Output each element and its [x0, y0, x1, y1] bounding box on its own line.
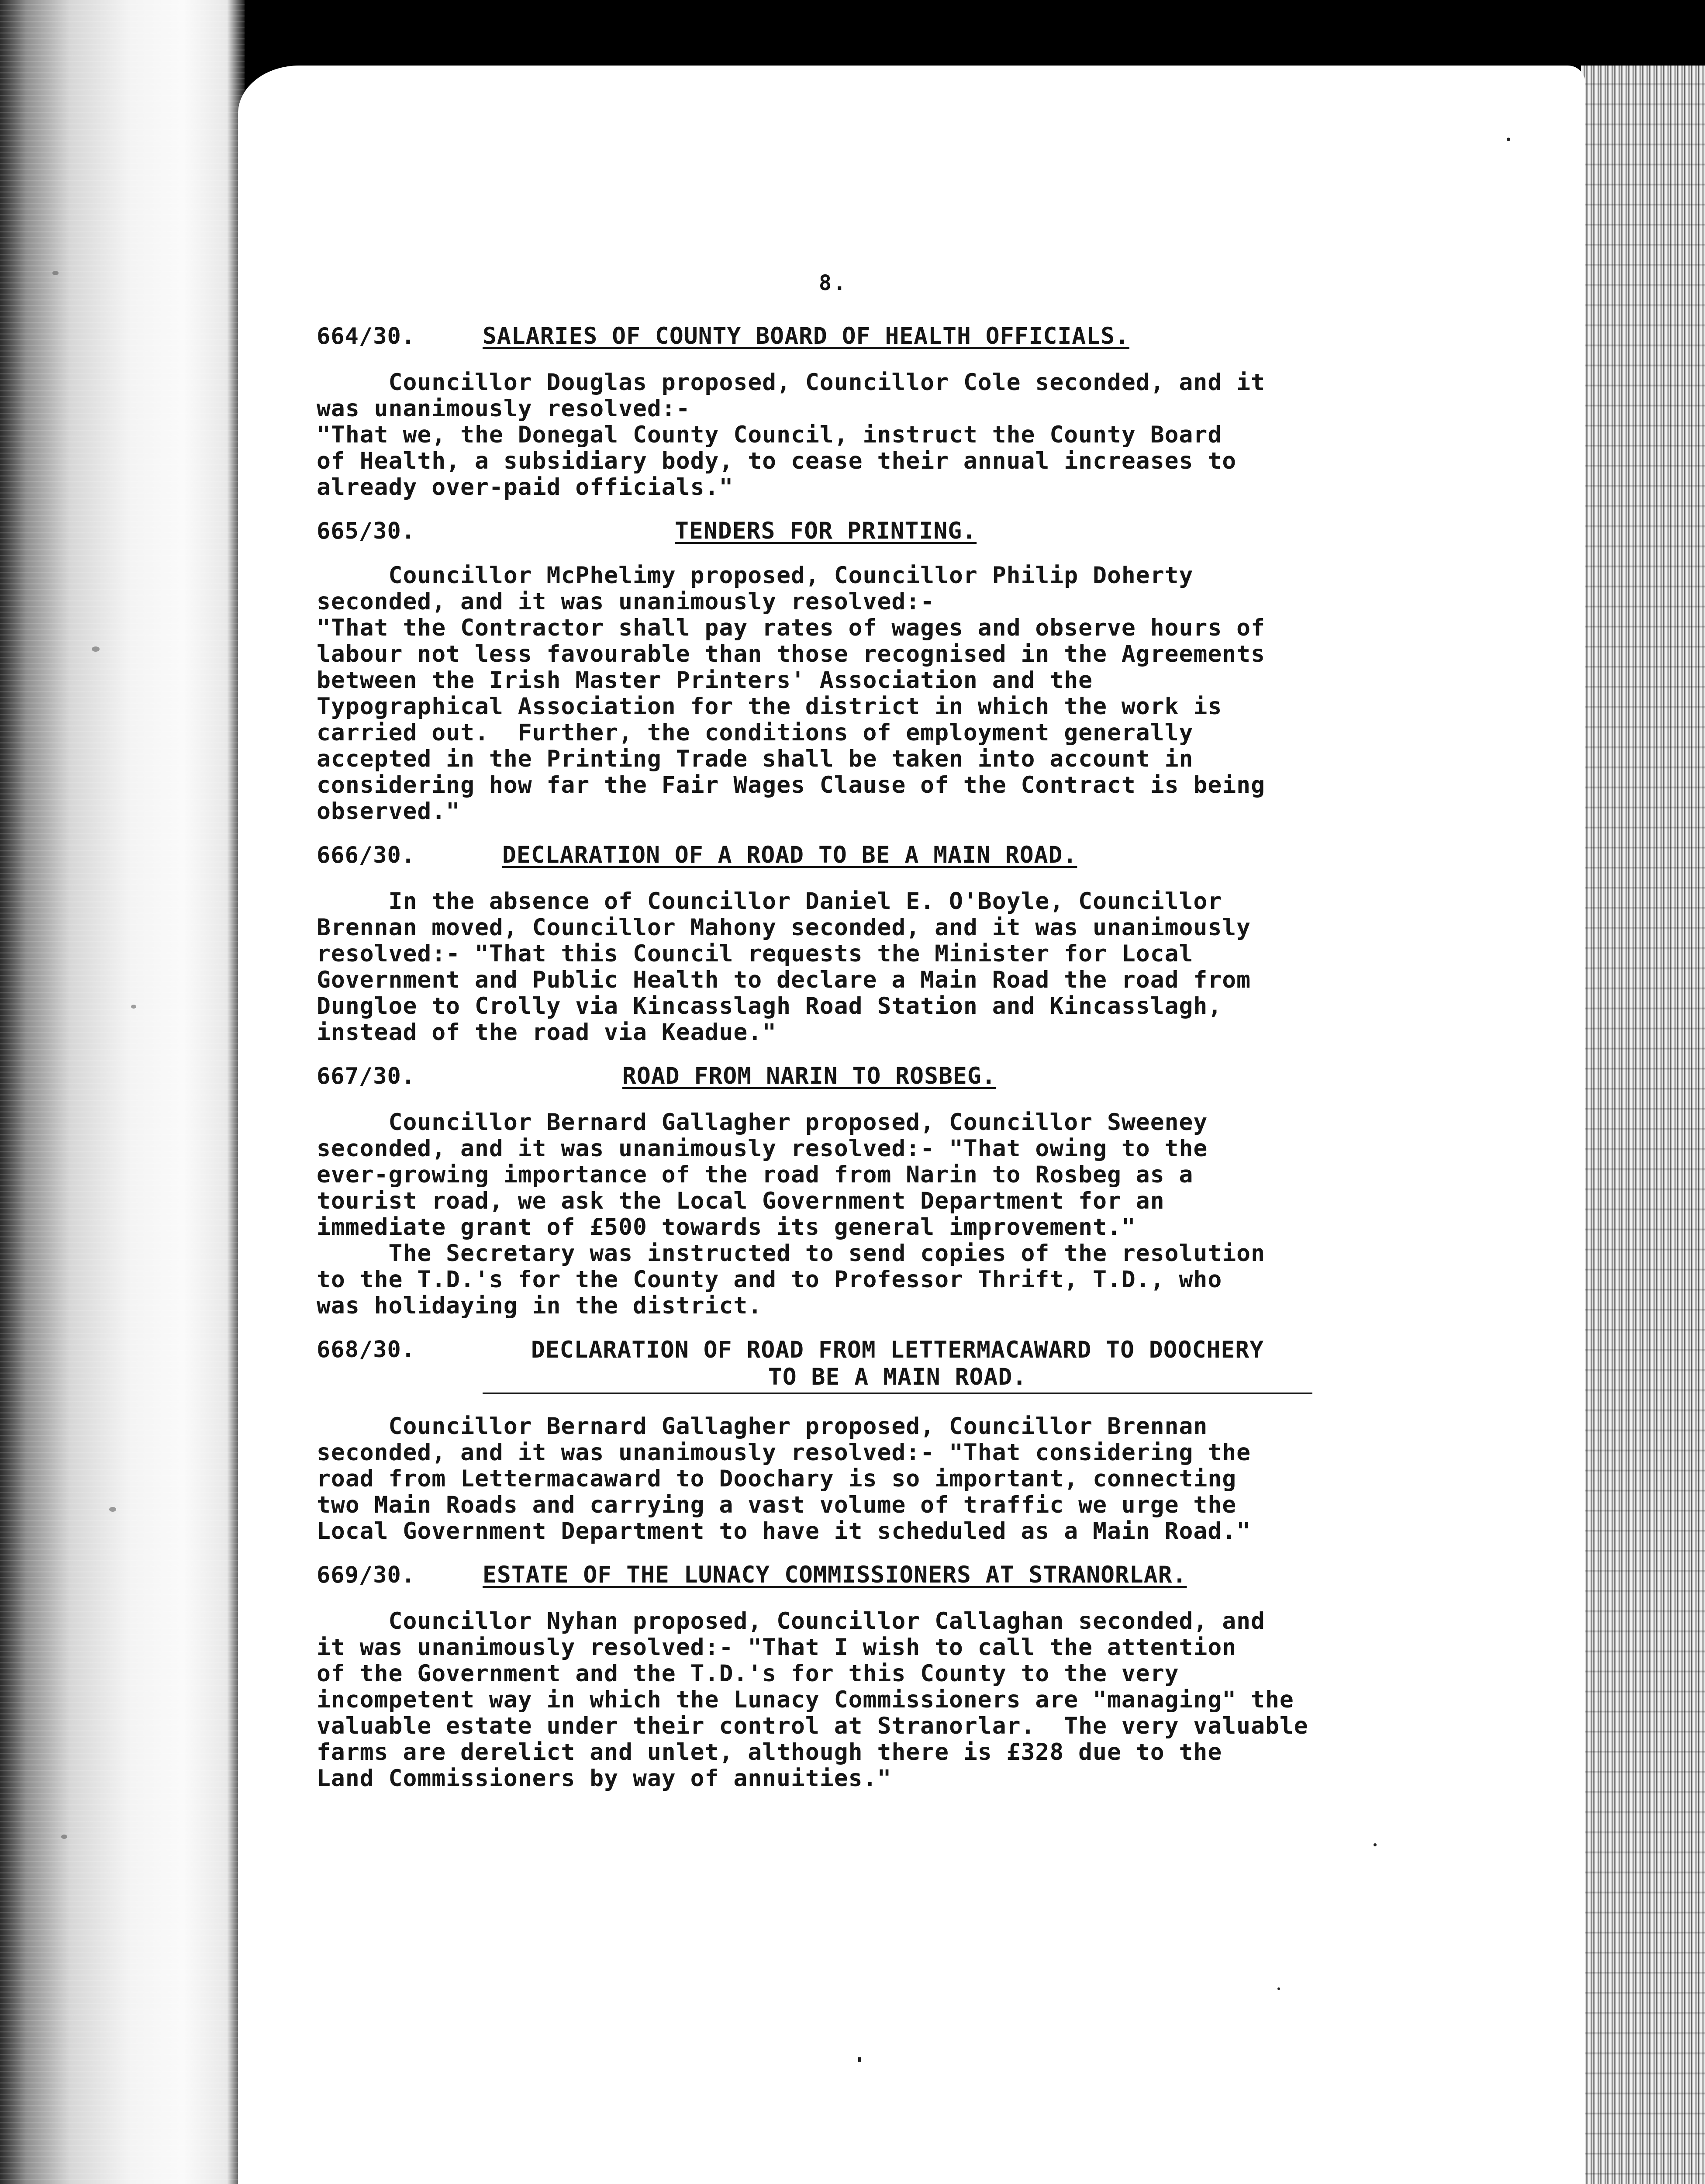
text-line: incompetent way in which the Lunacy Commissioners are "managing" the: [317, 1686, 1294, 1713]
minute-title-line: DECLARATION OF ROAD FROM LETTERMACAWARD TO DOOCHERY: [531, 1337, 1264, 1363]
scan-speck: [1277, 1987, 1280, 1990]
text-line: two Main Roads and carrying a vast volume of traffic we urge the: [317, 1492, 1237, 1518]
text-line: ever-growing importance of the road from Narin to Rosbeg as a: [317, 1161, 1194, 1188]
minute-number: 667/30.: [317, 1063, 416, 1089]
left-binding-edge: [0, 0, 245, 2184]
text-line: Typographical Association for the district in which the work is: [317, 693, 1222, 720]
text-line: Brennan moved, Councillor Mahony seconded, and it was unanimously: [317, 914, 1251, 941]
minute-668: [317, 1337, 1513, 1545]
minute-title: TENDERS FOR PRINTING.: [675, 518, 977, 544]
text-line: already over-paid officials.": [317, 474, 734, 501]
text-line: was unanimously resolved:-: [317, 395, 690, 422]
text-line: seconded, and it was unanimously resolved:- "That owing to the: [317, 1135, 1208, 1162]
scan-speck: [52, 271, 59, 275]
text-line: it was unanimously resolved:- "That I wish to call the attention: [317, 1634, 1237, 1661]
minute-664: [317, 323, 1513, 501]
text-line: carried out. Further, the conditions of employment generally: [317, 719, 1194, 746]
minute-heading: [317, 1063, 1513, 1092]
scan-speck: [1507, 138, 1510, 141]
text-line: observed.": [317, 798, 461, 825]
text-line: Councillor McPhelimy proposed, Councillor Philip Doherty: [317, 562, 1194, 589]
text-line: farms are derelict and unlet, although there is £328 due to the: [317, 1739, 1222, 1766]
text-line: "That the Contractor shall pay rates of wages and observe hours of: [317, 615, 1265, 641]
minute-number: 664/30.: [317, 323, 416, 349]
scan-speck: [858, 2057, 861, 2062]
text-line: In the absence of Councillor Daniel E. O'Boyle, Councillor: [317, 888, 1222, 915]
minute-666: [317, 842, 1513, 1046]
text-line: valuable estate under their control at Stranorlar. The very valuable: [317, 1713, 1308, 1739]
text-line: "That we, the Donegal County Council, instruct the County Board: [317, 422, 1222, 448]
page-number: 8.: [819, 271, 848, 295]
text-line: seconded, and it was unanimously resolved:- "That considering the: [317, 1439, 1251, 1466]
minute-paragraph: [317, 370, 1513, 501]
text-line: The Secretary was instructed to send copies of the resolution: [317, 1240, 1265, 1267]
minute-667: [317, 1063, 1513, 1319]
text-line: resolved:- "That this Council requests the Minister for Local: [317, 940, 1194, 967]
text-line: Dungloe to Crolly via Kincasslagh Road Station and Kincasslagh,: [317, 993, 1222, 1019]
text-line: to the T.D.'s for the County and to Professor Thrift, T.D., who: [317, 1266, 1222, 1293]
minute-paragraph: [317, 1109, 1513, 1319]
minute-title: ESTATE OF THE LUNACY COMMISSIONERS AT STRANORLAR.: [483, 1562, 1187, 1588]
text-line: between the Irish Master Printers' Association and the: [317, 667, 1093, 694]
text-line: of Health, a subsidiary body, to cease their annual increases to: [317, 448, 1237, 474]
text-line: road from Lettermacaward to Doochary is so important, connecting: [317, 1465, 1237, 1492]
title-underline: [483, 1393, 1312, 1394]
minute-title: ROAD FROM NARIN TO ROSBEG.: [622, 1063, 996, 1089]
text-line: Councillor Nyhan proposed, Councillor Callaghan seconded, and: [317, 1608, 1265, 1635]
text-line: accepted in the Printing Trade shall be taken into account in: [317, 746, 1194, 772]
document-page: [238, 66, 1585, 2184]
text-line: immediate grant of £500 towards its general improvement.": [317, 1214, 1136, 1241]
minutes-body: [317, 323, 1513, 1792]
minute-paragraph: [317, 1608, 1513, 1792]
scan-speck: [61, 1835, 67, 1839]
minute-heading: [317, 842, 1513, 871]
minute-heading: [317, 518, 1513, 547]
text-line: Local Government Department to have it scheduled as a Main Road.": [317, 1518, 1251, 1545]
minute-title: [483, 1337, 1312, 1394]
text-line: Government and Public Health to declare a Main Road the road from: [317, 967, 1251, 993]
scan-speck: [109, 1507, 116, 1512]
minute-number: 666/30.: [317, 842, 416, 868]
minute-number: 665/30.: [317, 518, 416, 544]
minute-title: DECLARATION OF A ROAD TO BE A MAIN ROAD.: [502, 842, 1077, 868]
minute-665: [317, 518, 1513, 825]
text-line: of the Government and the T.D.'s for this County to the very: [317, 1660, 1179, 1687]
text-line: tourist road, we ask the Local Government Department for an: [317, 1188, 1165, 1214]
scan-speck: [92, 646, 100, 652]
minute-number: 668/30.: [317, 1337, 416, 1363]
text-line: seconded, and it was unanimously resolved:-: [317, 588, 935, 615]
minute-paragraph: [317, 888, 1513, 1046]
text-line: labour not less favourable than those recognised in the Agreements: [317, 641, 1265, 667]
minute-title-line: TO BE A MAIN ROAD.: [768, 1364, 1027, 1390]
scan-speck: [1374, 1843, 1377, 1846]
minute-paragraph: [317, 563, 1513, 825]
text-line: Councillor Bernard Gallagher proposed, Councillor Brennan: [317, 1413, 1208, 1440]
minute-title: SALARIES OF COUNTY BOARD OF HEALTH OFFICIALS.: [483, 323, 1129, 349]
minute-number: 669/30.: [317, 1562, 416, 1588]
text-line: instead of the road via Keadue.": [317, 1019, 777, 1046]
minute-heading: [317, 1562, 1513, 1591]
text-line: Land Commissioners by way of annuities.": [317, 1765, 892, 1792]
text-line: was holidaying in the district.: [317, 1292, 763, 1319]
minute-669: [317, 1562, 1513, 1792]
minute-heading: [317, 323, 1513, 352]
minute-heading: [317, 1337, 1513, 1393]
text-line: Councillor Bernard Gallagher proposed, Councillor Sweeney: [317, 1109, 1208, 1136]
minute-paragraph: [317, 1413, 1513, 1545]
right-page-stack-edges: [1581, 66, 1705, 2184]
scan-speck: [131, 1005, 136, 1009]
text-line: considering how far the Fair Wages Clause of the Contract is being: [317, 772, 1265, 798]
text-line: Councillor Douglas proposed, Councillor Cole seconded, and it: [317, 369, 1265, 396]
